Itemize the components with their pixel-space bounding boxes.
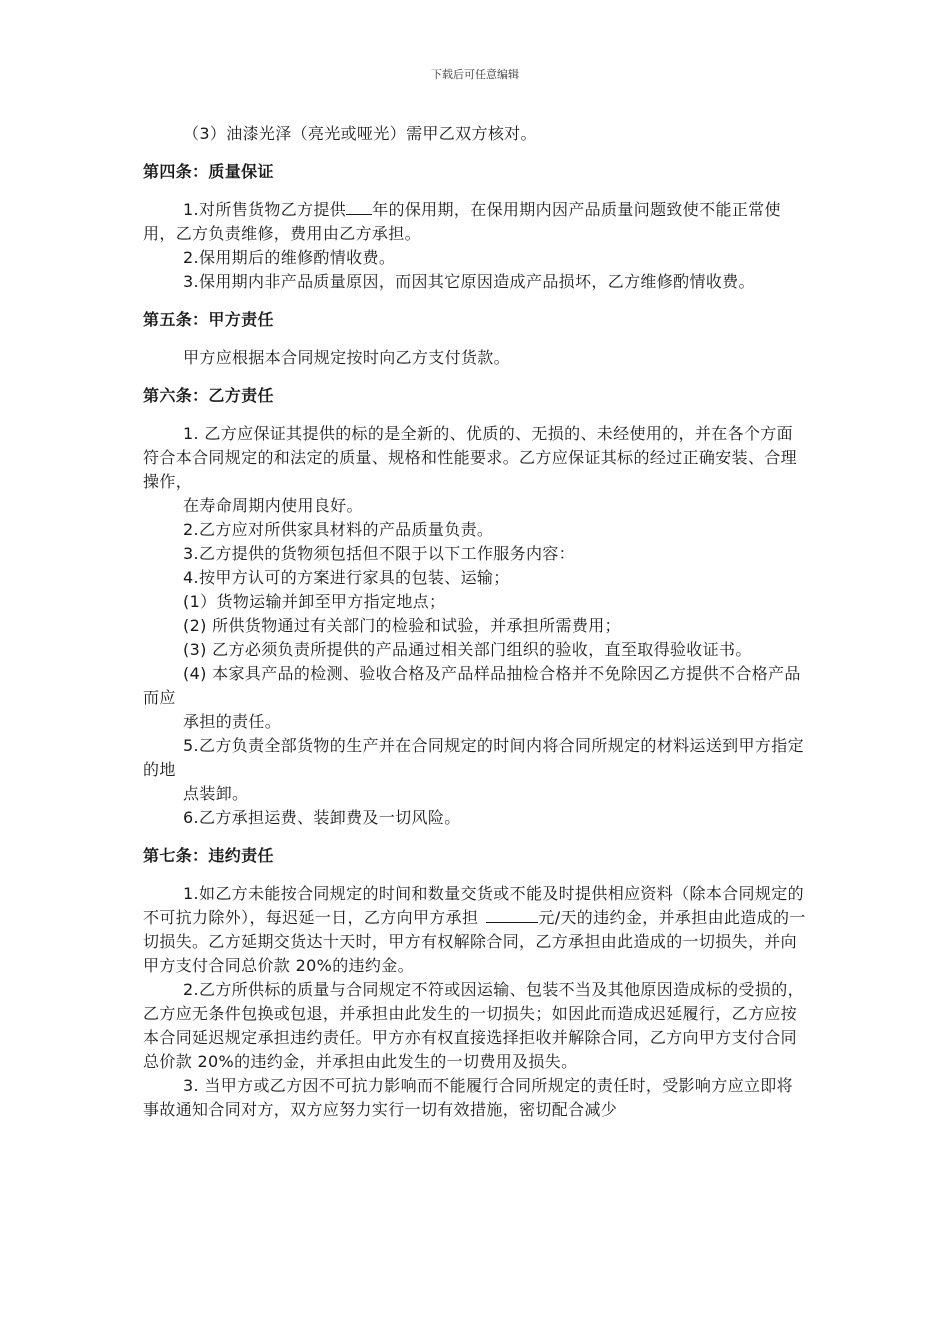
paragraph-4-1-start: 1.对所售货物乙方提供: [183, 200, 347, 219]
paragraph-6-1-cont: 在寿命周期内使用良好。: [183, 496, 363, 515]
heading-article-5: 第五条：甲方责任: [143, 310, 274, 329]
paragraph-6-5-cont: 点装卸。: [183, 784, 249, 803]
paragraph-7-3: 3. 当甲方或乙方因不可抗力影响而不能履行合同所规定的责任时，受影响方应立即将事故通知合同对方，双方应努力实行一切有效措施，密切配合减少: [143, 1076, 794, 1119]
paragraph-5: 甲方应根据本合同规定按时向乙方支付货款。: [183, 348, 511, 367]
document-body: [143, 122, 806, 1122]
paragraph-6-1: 1. 乙方应保证其提供的标的是全新的、优质的、无损的、未经使用的，并在各个方面符合本合同规定的和法定的质量、规格和性能要求。乙方应保证其标的经过正确安装、合理操作，: [143, 424, 798, 491]
paragraph-7-2: 2.乙方所供标的质量与合同规定不符或因运输、包装不当及其他原因造成标的受损的，乙方应无条件包换或包退，并承担由此发生的一切损失；如因此而造成迟延履行，乙方应按本合同延迟规定承担违约责任。甲方亦有权直接选择拒收并解除合同，乙方向甲方支付合同总价款 20%的违约金，并承担由此发生的一切费用及损失。: [143, 980, 804, 1071]
page-header: 下载后可任意编辑: [431, 68, 519, 81]
paragraph-6-4-4-cont: 承担的责任。: [183, 712, 282, 731]
paragraph-7-1-start: 1.如乙方未能按合同规定的时间和数量交货或不能及时提供相应资料（除本合同规定的不可抗力除外），每迟延一日，乙方向甲方承担: [143, 884, 804, 927]
penalty-per-day-blank[interactable]: [486, 907, 538, 923]
heading-article-4: 第四条：质量保证: [143, 162, 274, 181]
paragraph-4-1: [143, 198, 806, 246]
paragraph-7-1: [143, 882, 806, 978]
paragraph-6-4-4: (4) 本家具产品的检测、验收合格及产品样品抽检合格并不免除因乙方提供不合格产品而应: [143, 664, 801, 707]
paragraph-6-2: 2.乙方应对所供家具材料的产品质量负责。: [183, 520, 494, 539]
paragraph-6-4-3: (3) 乙方必须负责所提供的产品通过相关部门组织的验收，直至取得验收证书。: [183, 640, 752, 659]
paragraph-4-3: 3.保用期内非产品质量原因，而因其它原因造成产品损坏，乙方维修酌情收费。: [183, 272, 755, 291]
paragraph-6-6: 6.乙方承担运费、装卸费及一切风险。: [183, 808, 461, 827]
paragraph-6-3: 3.乙方提供的货物须包括但不限于以下工作服务内容：: [183, 544, 576, 563]
paragraph-6-5: 5.乙方负责全部货物的生产并在合同规定的时间内将合同所规定的材料运送到甲方指定的地: [143, 736, 804, 779]
paragraph-4-1-end: 年的保用期，在保用期内因产品质量问题致使不能正常使用，乙方负责维修，费用由乙方承担。: [143, 200, 781, 243]
warranty-years-blank[interactable]: [346, 199, 372, 215]
heading-article-6: 第六条：乙方责任: [143, 386, 274, 405]
paragraph-7-1-end: 元/天的违约金，并承担由此造成的一切损失。乙方延期交货达十天时，甲方有权解除合同，乙方承担由此造成的一切损失，并向甲方支付合同总价款 20%的违约金。: [143, 908, 806, 975]
paragraph-6-4-2: (2) 所供货物通过有关部门的检验和试验，并承担所需费用；: [183, 616, 621, 635]
paragraph-gloss: （3）油漆光泽（亮光或哑光）需甲乙双方核对。: [183, 124, 537, 143]
paragraph-6-4-1: (1）货物运输并卸至甲方指定地点；: [183, 592, 446, 611]
heading-article-7: 第七条：违约责任: [143, 846, 274, 865]
paragraph-4-2: 2.保用期后的维修酌情收费。: [183, 248, 396, 267]
paragraph-6-4: 4.按甲方认可的方案进行家具的包装、运输；: [183, 568, 510, 587]
